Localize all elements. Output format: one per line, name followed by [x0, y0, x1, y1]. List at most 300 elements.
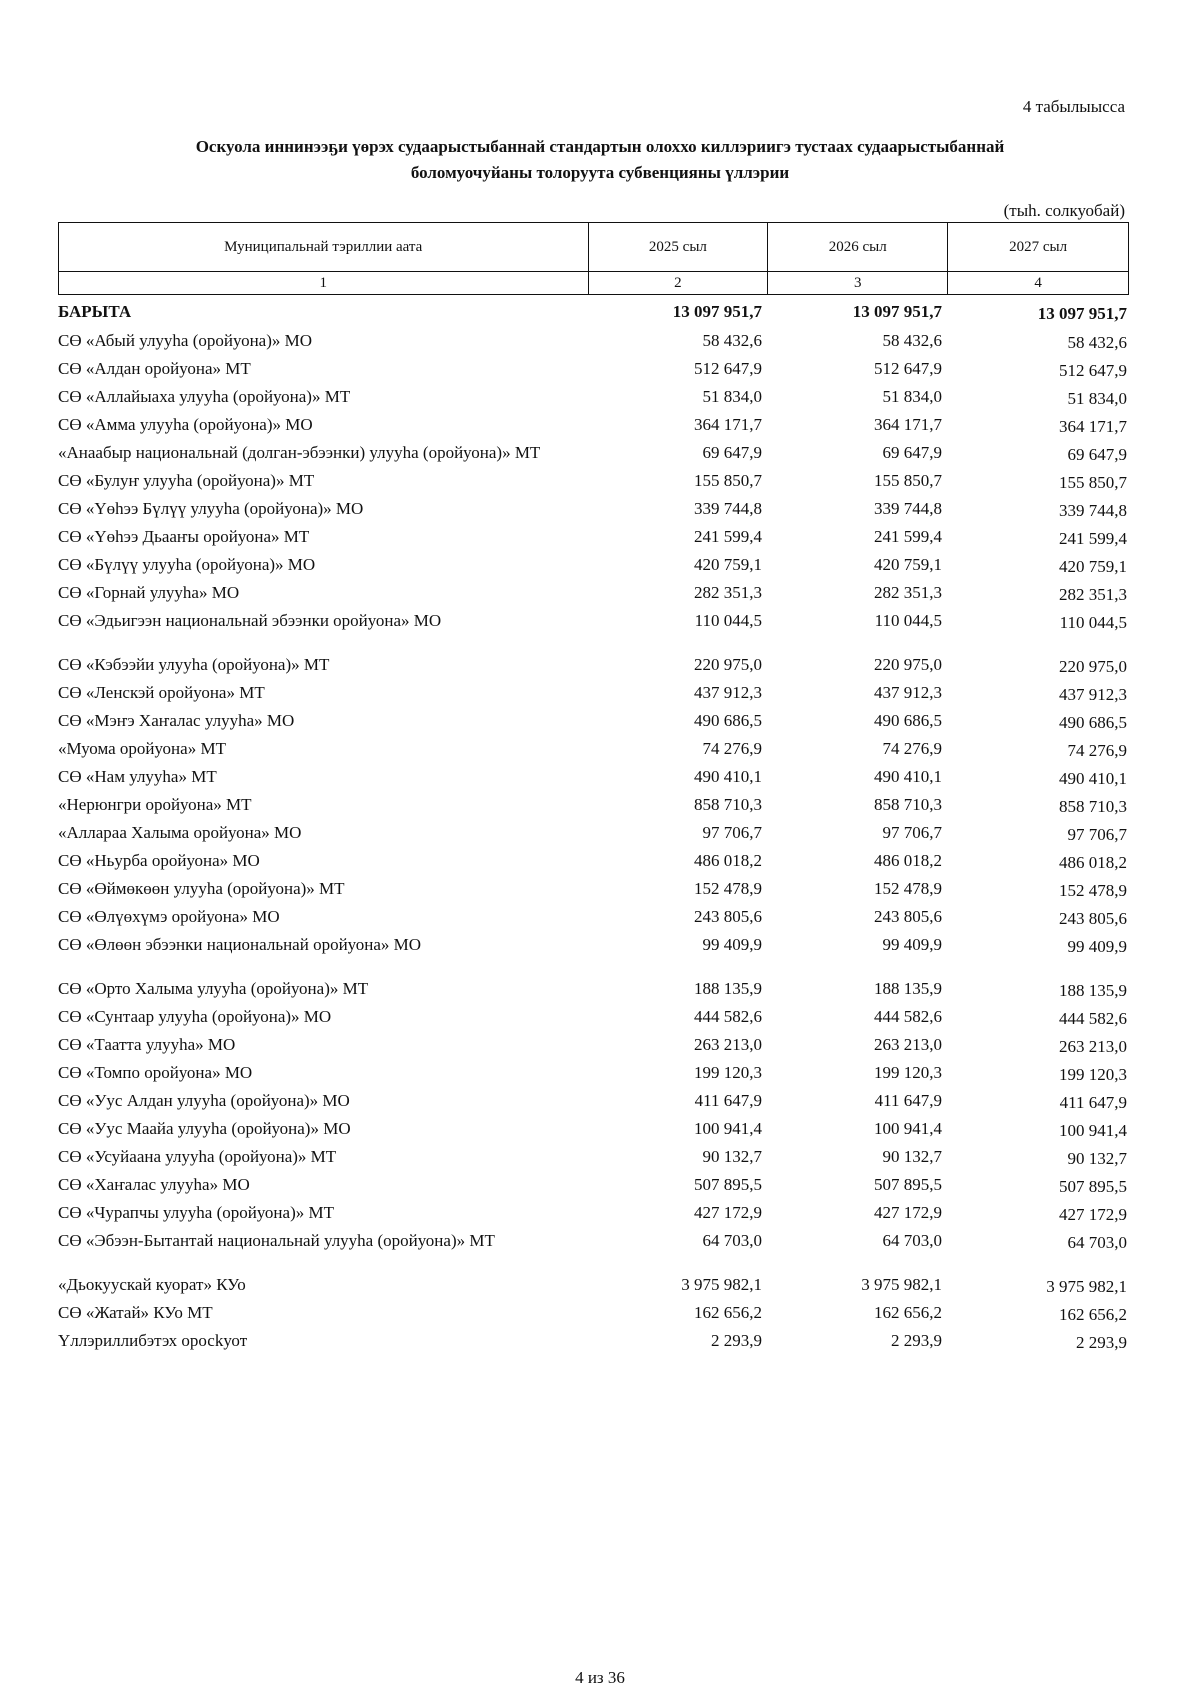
value-text-2026: 13 097 951,7	[852, 302, 942, 321]
table-row	[58, 554, 1129, 576]
value-text-2027: 152 478,9	[1059, 881, 1127, 900]
value-2027	[948, 850, 1129, 872]
value-2025	[588, 386, 768, 408]
table-row	[58, 1006, 1129, 1028]
value-2025	[588, 1118, 768, 1140]
value-2026	[768, 1006, 948, 1028]
municipality-name: СӨ «Сунтаар улууһа (оройуона)» МО	[58, 1007, 332, 1026]
table-row	[58, 1174, 1129, 1196]
value-2025	[588, 442, 768, 464]
value-text-2027: 282 351,3	[1059, 585, 1127, 604]
municipality-name: СӨ «Өлүөхүмэ оройуона» МО	[58, 907, 280, 926]
page-number: 4 из 36	[575, 1668, 625, 1687]
value-text-2025: 69 647,9	[702, 443, 762, 462]
value-text-2026: 199 120,3	[874, 1063, 942, 1082]
table-body	[58, 301, 1129, 1358]
value-text-2027: 199 120,3	[1059, 1065, 1127, 1084]
value-2025	[588, 358, 768, 380]
table-row	[58, 878, 1129, 900]
table-row	[58, 498, 1129, 520]
municipality-name: Үллэриллибэтэх оросkуот	[58, 1331, 248, 1350]
value-text-2027: 339 744,8	[1059, 501, 1127, 520]
value-text-2026: 364 171,7	[874, 415, 942, 434]
value-text-2027: 490 410,1	[1059, 769, 1127, 788]
value-text-2025: 155 850,7	[694, 471, 762, 490]
header-2026: 2026 сыл	[768, 223, 948, 272]
value-2025	[588, 1146, 768, 1168]
municipality-name: СӨ «Үөһээ Бүлүү улууһа (оройуона)» МО	[58, 499, 364, 518]
value-text-2026: 69 647,9	[882, 443, 942, 462]
value-2027	[948, 386, 1129, 408]
municipality-name: СӨ «Эбээн-Бытантай национальнай улууһа (оройуона)» МТ	[58, 1231, 495, 1250]
table-row	[58, 1274, 1129, 1296]
municipality-name: СӨ «Горнай улууһа» МО	[58, 583, 240, 602]
value-text-2025: 97 706,7	[702, 823, 762, 842]
value-text-2027: 69 647,9	[1067, 445, 1127, 464]
table-row	[58, 442, 1129, 464]
value-2025	[588, 1230, 768, 1252]
table-row	[58, 1062, 1129, 1084]
value-text-2026: 155 850,7	[874, 471, 942, 490]
value-text-2026: 512 647,9	[874, 359, 942, 378]
table-row	[58, 1090, 1129, 1112]
value-text-2026: 58 432,6	[882, 331, 942, 350]
value-2025	[588, 1174, 768, 1196]
value-2027	[948, 794, 1129, 816]
table-row	[58, 330, 1129, 352]
value-2027	[948, 1062, 1129, 1084]
value-2026	[768, 301, 948, 323]
value-2027	[948, 358, 1129, 380]
value-2025	[588, 610, 768, 632]
value-2026	[768, 386, 948, 408]
value-text-2026: 437 912,3	[874, 683, 942, 702]
table-row	[58, 766, 1129, 788]
value-2026	[768, 1034, 948, 1056]
value-text-2025: 220 975,0	[694, 655, 762, 674]
table-row	[58, 1202, 1129, 1224]
value-2026	[768, 906, 948, 928]
header-row	[59, 223, 1129, 272]
table-row	[58, 1330, 1129, 1352]
value-2027	[948, 301, 1129, 323]
value-text-2025: 490 686,5	[694, 711, 762, 730]
column-number-row	[59, 272, 1129, 295]
value-text-2026: 282 351,3	[874, 583, 942, 602]
table-row	[58, 1230, 1129, 1252]
value-2026	[768, 738, 948, 760]
value-2025	[588, 414, 768, 436]
value-2026	[768, 1118, 948, 1140]
value-text-2027: 220 975,0	[1059, 657, 1127, 676]
value-text-2027: 512 647,9	[1059, 361, 1127, 380]
value-2027	[948, 582, 1129, 604]
value-text-2027: 241 599,4	[1059, 529, 1127, 548]
value-2025	[588, 470, 768, 492]
value-text-2027: 188 135,9	[1059, 981, 1127, 1000]
header-2027: 2027 сыл	[948, 223, 1129, 272]
value-text-2025: 199 120,3	[694, 1063, 762, 1082]
value-2026	[768, 470, 948, 492]
value-2027	[948, 1230, 1129, 1252]
value-text-2025: 13 097 951,7	[672, 302, 762, 321]
value-2026	[768, 794, 948, 816]
value-2026	[768, 442, 948, 464]
value-2027	[948, 414, 1129, 436]
value-2025	[588, 1330, 768, 1352]
value-text-2026: 490 410,1	[874, 767, 942, 786]
value-2025	[588, 498, 768, 520]
value-2027	[948, 610, 1129, 632]
value-2027	[948, 554, 1129, 576]
value-2025	[588, 766, 768, 788]
municipality-name: СӨ «Эдьигээн национальнай эбээнки оройуона» МО	[58, 611, 442, 630]
value-2027	[948, 1118, 1129, 1140]
value-text-2025: 90 132,7	[702, 1147, 762, 1166]
value-2026	[768, 1230, 948, 1252]
municipality-name: «Аллараа Халыма оройуона» МО	[58, 823, 302, 842]
value-2025	[588, 526, 768, 548]
value-text-2025: 58 432,6	[702, 331, 762, 350]
value-text-2027: 243 805,6	[1059, 909, 1127, 928]
value-2027	[948, 710, 1129, 732]
municipality-name: СӨ «Усуйаана улууһа (оройуона)» МТ	[58, 1147, 337, 1166]
value-text-2026: 411 647,9	[874, 1091, 942, 1110]
table-row	[58, 934, 1129, 956]
value-2026	[768, 1146, 948, 1168]
table-row	[58, 1118, 1129, 1140]
value-2026	[768, 878, 948, 900]
value-2025	[588, 794, 768, 816]
value-text-2027: 858 710,3	[1059, 797, 1127, 816]
value-text-2027: 437 912,3	[1059, 685, 1127, 704]
value-2027	[948, 1146, 1129, 1168]
municipality-name: СӨ «Жатай» КУо МТ	[58, 1303, 213, 1322]
table-row	[58, 978, 1129, 1000]
table-header	[58, 222, 1129, 295]
municipality-name: СӨ «Уус Алдан улууһа (оройуона)» МО	[58, 1091, 350, 1110]
municipality-name: СӨ «Ньурба оройуона» МО	[58, 851, 260, 870]
value-2027	[948, 1330, 1129, 1352]
value-2025	[588, 1274, 768, 1296]
value-text-2027: 3 975 982,1	[1046, 1277, 1127, 1296]
value-2025	[588, 682, 768, 704]
value-text-2025: 411 647,9	[694, 1091, 762, 1110]
value-2027	[948, 1202, 1129, 1224]
value-2027	[948, 878, 1129, 900]
value-2026	[768, 1202, 948, 1224]
table-row	[58, 582, 1129, 604]
value-text-2027: 90 132,7	[1067, 1149, 1127, 1168]
column-number-3: 3	[768, 272, 948, 295]
value-text-2025: 507 895,5	[694, 1175, 762, 1194]
value-2026	[768, 978, 948, 1000]
table-row	[58, 386, 1129, 408]
value-text-2027: 100 941,4	[1059, 1121, 1127, 1140]
value-text-2027: 51 834,0	[1067, 389, 1127, 408]
value-text-2026: 74 276,9	[882, 739, 942, 758]
value-text-2025: 282 351,3	[694, 583, 762, 602]
table-row	[58, 906, 1129, 928]
value-text-2026: 507 895,5	[874, 1175, 942, 1194]
value-2026	[768, 850, 948, 872]
municipality-name: СӨ «Ленскэй оройуона» МТ	[58, 683, 265, 702]
table-row	[58, 1034, 1129, 1056]
table-row	[58, 1302, 1129, 1324]
value-2025	[588, 710, 768, 732]
value-text-2026: 486 018,2	[874, 851, 942, 870]
value-2027	[948, 1174, 1129, 1196]
value-2026	[768, 682, 948, 704]
value-text-2026: 241 599,4	[874, 527, 942, 546]
value-text-2026: 339 744,8	[874, 499, 942, 518]
value-2026	[768, 710, 948, 732]
value-2026	[768, 1062, 948, 1084]
municipality-name: СӨ «Алдан оройуона» МТ	[58, 359, 251, 378]
value-text-2025: 490 410,1	[694, 767, 762, 786]
value-text-2027: 64 703,0	[1067, 1233, 1127, 1252]
municipality-name: «Анаабыр национальнай (долган-эбээнки) улууһа (оройуона)» МТ	[58, 443, 541, 462]
value-2025	[588, 1090, 768, 1112]
value-text-2025: 51 834,0	[702, 387, 762, 406]
value-2027	[948, 498, 1129, 520]
value-2026	[768, 1274, 948, 1296]
value-2025	[588, 554, 768, 576]
table-row	[58, 822, 1129, 844]
value-2027	[948, 906, 1129, 928]
municipality-name: СӨ «Өлөөн эбээнки национальнай оройуона» МО	[58, 935, 422, 954]
value-2026	[768, 1330, 948, 1352]
municipality-name: «Муома оройуона» МТ	[58, 739, 226, 758]
value-text-2027: 263 213,0	[1059, 1037, 1127, 1056]
value-2027	[948, 1006, 1129, 1028]
value-text-2027: 2 293,9	[1076, 1333, 1127, 1352]
value-text-2027: 420 759,1	[1059, 557, 1127, 576]
table-row	[58, 794, 1129, 816]
value-text-2026: 90 132,7	[882, 1147, 942, 1166]
value-2027	[948, 1274, 1129, 1296]
value-text-2026: 100 941,4	[874, 1119, 942, 1138]
value-text-2027: 13 097 951,7	[1037, 304, 1127, 323]
value-2027	[948, 470, 1129, 492]
value-2027	[948, 1302, 1129, 1324]
value-2027	[948, 1034, 1129, 1056]
value-text-2026: 263 213,0	[874, 1035, 942, 1054]
value-text-2027: 162 656,2	[1059, 1305, 1127, 1324]
table-row	[58, 710, 1129, 732]
value-text-2025: 444 582,6	[694, 1007, 762, 1026]
municipality-name: СӨ «Нам улууһа» МТ	[58, 767, 217, 786]
value-text-2025: 110 044,5	[694, 611, 762, 630]
value-text-2027: 490 686,5	[1059, 713, 1127, 732]
value-2025	[588, 582, 768, 604]
value-text-2025: 427 172,9	[694, 1203, 762, 1222]
value-2026	[768, 1090, 948, 1112]
value-2025	[588, 330, 768, 352]
municipality-name: СӨ «Томпо оройуона» МО	[58, 1063, 253, 1082]
header-municipality: Муниципальнай тэриллии аата	[59, 223, 589, 272]
value-text-2027: 507 895,5	[1059, 1177, 1127, 1196]
value-2025	[588, 654, 768, 676]
value-text-2025: 100 941,4	[694, 1119, 762, 1138]
column-number-4: 4	[948, 272, 1129, 295]
value-text-2027: 58 432,6	[1067, 333, 1127, 352]
value-2025	[588, 738, 768, 760]
municipality-name: СӨ «Амма улууһа (оройуона)» МО	[58, 415, 313, 434]
municipality-name: СӨ «Кэбээйи улууһа (оройуона)» МТ	[58, 655, 330, 674]
value-text-2025: 420 759,1	[694, 555, 762, 574]
value-text-2025: 162 656,2	[694, 1303, 762, 1322]
value-2026	[768, 610, 948, 632]
value-text-2027: 427 172,9	[1059, 1205, 1127, 1224]
municipality-name: СӨ «Аллайыаха улууһа (оройуона)» МТ	[58, 387, 351, 406]
value-text-2025: 74 276,9	[702, 739, 762, 758]
value-2027	[948, 682, 1129, 704]
value-text-2026: 51 834,0	[882, 387, 942, 406]
table-row	[58, 358, 1129, 380]
value-text-2026: 427 172,9	[874, 1203, 942, 1222]
value-2026	[768, 1302, 948, 1324]
value-text-2025: 241 599,4	[694, 527, 762, 546]
value-2026	[768, 414, 948, 436]
title-line-1: Оскуола иннинээҕи үөрэх судаарыстыбаннай стандартын олоххо киллэриигэ тустаах судаарыстыбаннай	[195, 137, 1005, 156]
value-2025	[588, 906, 768, 928]
value-2025	[588, 1202, 768, 1224]
value-text-2026: 188 135,9	[874, 979, 942, 998]
value-2027	[948, 1090, 1129, 1112]
value-text-2025: 437 912,3	[694, 683, 762, 702]
value-2027	[948, 978, 1129, 1000]
value-2026	[768, 526, 948, 548]
value-text-2026: 64 703,0	[882, 1231, 942, 1250]
municipality-name: СӨ «Орто Халыма улууһа (оройуона)» МТ	[58, 979, 369, 998]
value-2025	[588, 1034, 768, 1056]
value-2027	[948, 766, 1129, 788]
value-2025	[588, 1062, 768, 1084]
value-text-2026: 220 975,0	[874, 655, 942, 674]
table-row	[58, 682, 1129, 704]
value-2027	[948, 934, 1129, 956]
value-2025	[588, 850, 768, 872]
column-number-2: 2	[588, 272, 768, 295]
value-text-2025: 512 647,9	[694, 359, 762, 378]
municipality-name: «Дьокуускай куорат» КУо	[58, 1275, 246, 1294]
value-text-2027: 411 647,9	[1059, 1093, 1127, 1112]
value-2027	[948, 526, 1129, 548]
value-text-2026: 858 710,3	[874, 795, 942, 814]
value-text-2025: 2 293,9	[711, 1331, 762, 1350]
value-text-2026: 444 582,6	[874, 1007, 942, 1026]
value-2025	[588, 878, 768, 900]
value-2026	[768, 330, 948, 352]
value-text-2026: 420 759,1	[874, 555, 942, 574]
table-row	[58, 738, 1129, 760]
value-text-2026: 152 478,9	[874, 879, 942, 898]
municipality-name: СӨ «Хаҥалас улууһа» МО	[58, 1175, 250, 1194]
municipality-name: СӨ «Булуҥ улууһа (оройуона)» МТ	[58, 471, 315, 490]
value-text-2025: 339 744,8	[694, 499, 762, 518]
units-label: (тыһ. солкуобай)	[1003, 201, 1125, 220]
value-2027	[948, 822, 1129, 844]
table-row	[58, 654, 1129, 676]
header-2025: 2025 сыл	[588, 223, 768, 272]
municipality-name: БАРЫТА	[58, 302, 132, 321]
value-text-2027: 99 409,9	[1067, 937, 1127, 956]
value-text-2025: 364 171,7	[694, 415, 762, 434]
table-row	[58, 526, 1129, 548]
document-title	[100, 134, 1100, 186]
table-row	[58, 470, 1129, 492]
value-text-2026: 97 706,7	[882, 823, 942, 842]
value-2026	[768, 554, 948, 576]
value-text-2026: 162 656,2	[874, 1303, 942, 1322]
value-text-2026: 3 975 982,1	[861, 1275, 942, 1294]
table-row	[58, 1146, 1129, 1168]
value-text-2025: 64 703,0	[702, 1231, 762, 1250]
value-text-2027: 364 171,7	[1059, 417, 1127, 436]
value-text-2025: 858 710,3	[694, 795, 762, 814]
total-row	[58, 301, 1129, 323]
value-text-2026: 99 409,9	[882, 935, 942, 954]
value-2025	[588, 822, 768, 844]
municipality-name: СӨ «Бүлүү улууһа (оройуона)» МО	[58, 555, 316, 574]
municipality-name: СӨ «Өймөкөөн улууһа (оройуона)» МТ	[58, 879, 345, 898]
value-text-2025: 486 018,2	[694, 851, 762, 870]
value-text-2027: 97 706,7	[1067, 825, 1127, 844]
value-text-2025: 263 213,0	[694, 1035, 762, 1054]
value-2027	[948, 654, 1129, 676]
value-text-2025: 152 478,9	[694, 879, 762, 898]
value-text-2025: 243 805,6	[694, 907, 762, 926]
value-2027	[948, 442, 1129, 464]
value-2025	[588, 301, 768, 323]
municipality-name: СӨ «Мэҥэ Хаҥалас улууһа» МО	[58, 711, 295, 730]
value-text-2027: 110 044,5	[1059, 613, 1127, 632]
value-text-2027: 155 850,7	[1059, 473, 1127, 492]
title-line-2: боломуочуйаны толоруута субвенцияны үллэрии	[410, 163, 790, 182]
value-2027	[948, 330, 1129, 352]
value-text-2025: 99 409,9	[702, 935, 762, 954]
value-2027	[948, 738, 1129, 760]
table-row	[58, 610, 1129, 632]
value-text-2027: 74 276,9	[1067, 741, 1127, 760]
value-2026	[768, 934, 948, 956]
value-text-2025: 3 975 982,1	[681, 1275, 762, 1294]
value-text-2026: 2 293,9	[891, 1331, 942, 1350]
municipality-name: СӨ «Үөһээ Дьааҥы оройуона» МТ	[58, 527, 310, 546]
column-number-1: 1	[59, 272, 589, 295]
value-2026	[768, 766, 948, 788]
table-row	[58, 850, 1129, 872]
value-2025	[588, 1006, 768, 1028]
municipality-name: СӨ «Абый улууһа (оройуона)» МО	[58, 331, 313, 350]
value-2026	[768, 822, 948, 844]
table-row	[58, 414, 1129, 436]
value-2025	[588, 978, 768, 1000]
value-text-2026: 110 044,5	[874, 611, 942, 630]
value-2026	[768, 358, 948, 380]
value-2026	[768, 654, 948, 676]
value-2026	[768, 498, 948, 520]
municipality-name: СӨ «Уус Маайа улууһа (оройуона)» МО	[58, 1119, 351, 1138]
value-text-2027: 444 582,6	[1059, 1009, 1127, 1028]
value-text-2026: 490 686,5	[874, 711, 942, 730]
value-text-2027: 486 018,2	[1059, 853, 1127, 872]
municipality-name: «Нерюнгри оройуона» МТ	[58, 795, 252, 814]
value-2025	[588, 934, 768, 956]
value-2026	[768, 1174, 948, 1196]
value-2026	[768, 582, 948, 604]
